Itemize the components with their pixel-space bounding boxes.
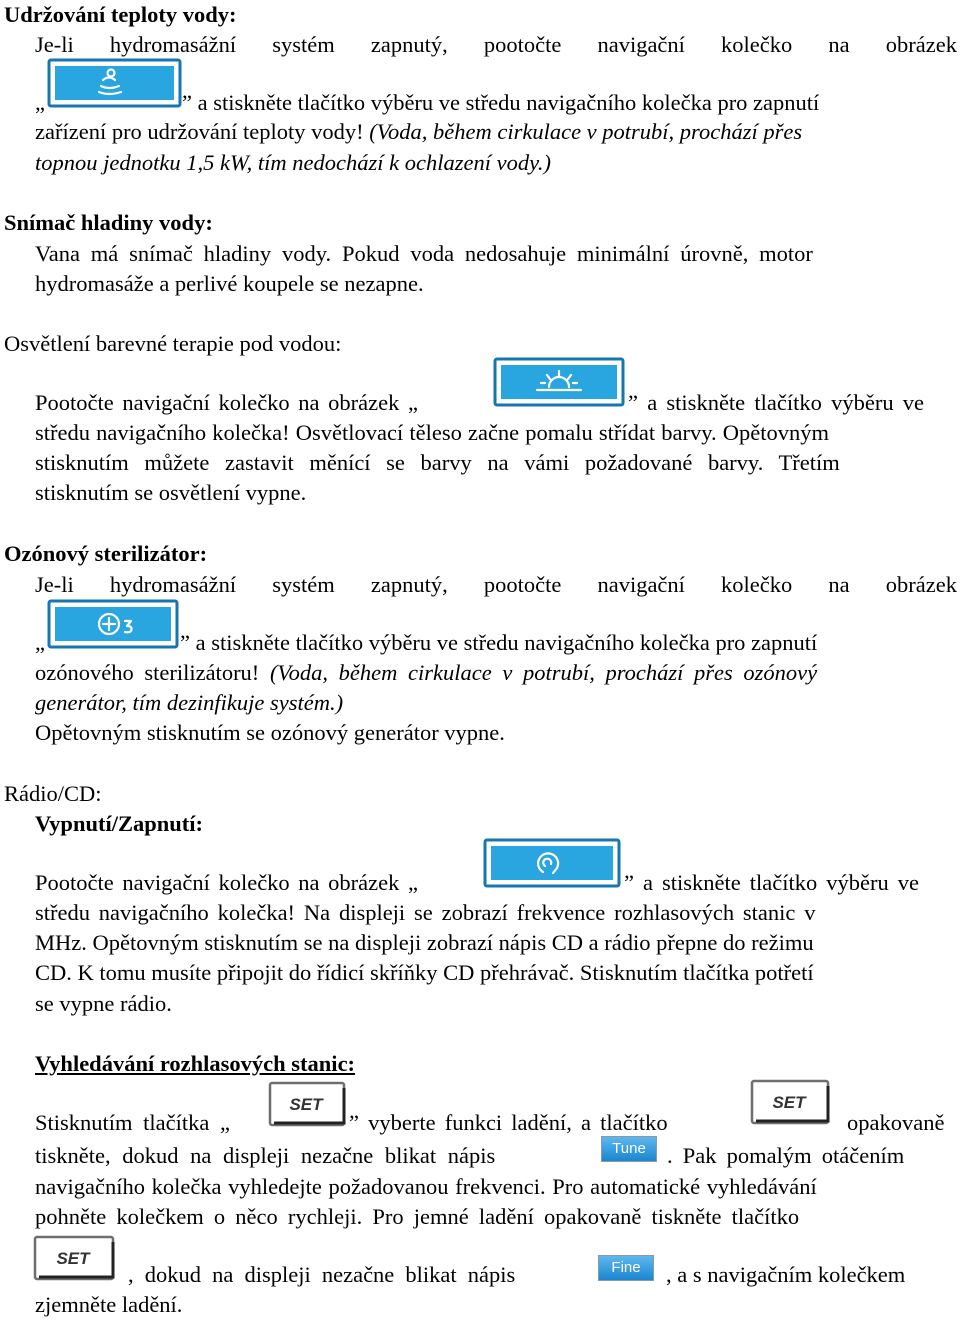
set-button-icon-2 bbox=[750, 1078, 832, 1128]
search-line-5b: , a s navigačním kolečkem bbox=[666, 1262, 906, 1287]
search-line-1b: ” vyberte funkci ladění, a tlačítko bbox=[349, 1110, 668, 1135]
heater-icon bbox=[47, 58, 182, 108]
radio-line-1-start: Pootočte navigační kolečko na obrázek „ bbox=[35, 870, 418, 895]
fine-display-label: Fine bbox=[598, 1255, 654, 1281]
search-title: Vyhledávání rozhlasových stanic: bbox=[35, 1051, 356, 1076]
ozone-line-1: Je-li hydromasážní systém zapnutý, pootočte navigační kolečko na obrázek bbox=[35, 572, 957, 597]
level-title: Snímač hladiny vody: bbox=[4, 210, 213, 235]
radio-line-5: se vypne rádio. bbox=[35, 991, 172, 1016]
ozone-title: Ozónový sterilizátor: bbox=[4, 541, 208, 566]
radio-line-1-end: ” a stiskněte tlačítko výběru ve bbox=[624, 870, 920, 895]
radio-line-3: MHz. Opětovným stisknutím se na displeji zobrazí nápis CD a rádio přepne do režimu bbox=[35, 930, 814, 955]
light-line-4: stisknutím se osvětlení vypne. bbox=[35, 480, 307, 505]
search-line-5a: , dokud na displeji nezačne blikat nápis bbox=[128, 1262, 516, 1287]
ozone-line-3: ozónového sterilizátoru! (Voda, během cirkulace v potrubí, prochází přes ozónový bbox=[35, 660, 818, 685]
svg-text:SET: SET bbox=[772, 1093, 806, 1112]
search-line-1c: opakovaně bbox=[847, 1110, 945, 1135]
ozone-line-5: Opětovným stisknutím se ozónový generátor vypne. bbox=[35, 720, 505, 745]
heat-open-quote: „ bbox=[35, 90, 45, 115]
radio-line-2: středu navigačního kolečka! Na displeji se zobrazí frekvence rozhlasových stanic v bbox=[35, 900, 816, 925]
svg-text:SET: SET bbox=[56, 1249, 90, 1268]
light-line-1-start: Pootočte navigační kolečko na obrázek „ bbox=[35, 390, 418, 415]
radio-icon bbox=[483, 838, 621, 888]
radio-subtitle: Vypnutí/Zapnutí: bbox=[35, 811, 204, 836]
radio-line-4: CD. K tomu musíte připojit do řídicí skříňky CD přehrávač. Stisknutím tlačítka potřetí bbox=[35, 960, 814, 985]
heat-title: Udržování teploty vody: bbox=[4, 2, 237, 27]
light-line-1-end: ” a stiskněte tlačítko výběru ve bbox=[628, 390, 925, 415]
ozone-icon bbox=[47, 599, 179, 649]
light-line-3: stisknutím můžete zastavit měnící se barvy na vámi požadované barvy. Třetím bbox=[35, 450, 840, 475]
tune-display-label: Tune bbox=[601, 1136, 657, 1162]
heat-line-2: ” a stiskněte tlačítko výběru ve středu navigačního kolečka pro zapnutí bbox=[182, 90, 820, 115]
level-line-1: Vana má snímač hladiny vody. Pokud voda nedosahuje minimální úrovně, motor bbox=[35, 241, 813, 266]
search-line-6: zjemněte ladění. bbox=[35, 1292, 183, 1317]
heat-line-3: zařízení pro udržování teploty vody! (Voda, během cirkulace v potrubí, prochází přes bbox=[35, 119, 803, 144]
svg-text:SET: SET bbox=[289, 1095, 323, 1114]
search-line-2b: . Pak pomalým otáčením bbox=[667, 1143, 905, 1168]
level-line-2: hydromasáže a perlivé koupele se nezapne. bbox=[35, 271, 424, 296]
search-line-3: navigačního kolečka vyhledejte požadovanou frekvenci. Pro automatické vyhledávání bbox=[35, 1174, 817, 1199]
heat-line-1: Je-li hydromasážní systém zapnutý, pootočte navigační kolečko na obrázek bbox=[35, 32, 957, 57]
ozone-line-2: ” a stiskněte tlačítko výběru ve středu navigačního kolečka pro zapnutí bbox=[180, 630, 818, 655]
search-line-4: pohněte kolečkem o něco rychleji. Pro jemné ladění opakovaně tiskněte tlačítko bbox=[35, 1204, 800, 1229]
ozone-open-quote: „ bbox=[35, 630, 45, 655]
radio-title: Rádio/CD: bbox=[4, 781, 102, 806]
heat-line-4: topnou jednotku 1,5 kW, tím nedochází k ochlazení vody.) bbox=[35, 150, 551, 175]
sun-light-icon bbox=[493, 357, 625, 407]
light-title: Osvětlení barevné terapie pod vodou: bbox=[4, 331, 342, 356]
set-button-icon bbox=[268, 1080, 348, 1130]
search-line-2a: tiskněte, dokud na displeji nezačne blikat nápis bbox=[35, 1143, 496, 1168]
search-line-1a: Stisknutím tlačítka „ bbox=[35, 1110, 230, 1135]
set-button-icon-3 bbox=[33, 1234, 117, 1284]
ozone-line-4: generátor, tím dezinfikuje systém.) bbox=[35, 690, 344, 715]
light-line-2: středu navigačního kolečka! Osvětlovací těleso začne pomalu střídat barvy. Opětovným bbox=[35, 420, 830, 445]
